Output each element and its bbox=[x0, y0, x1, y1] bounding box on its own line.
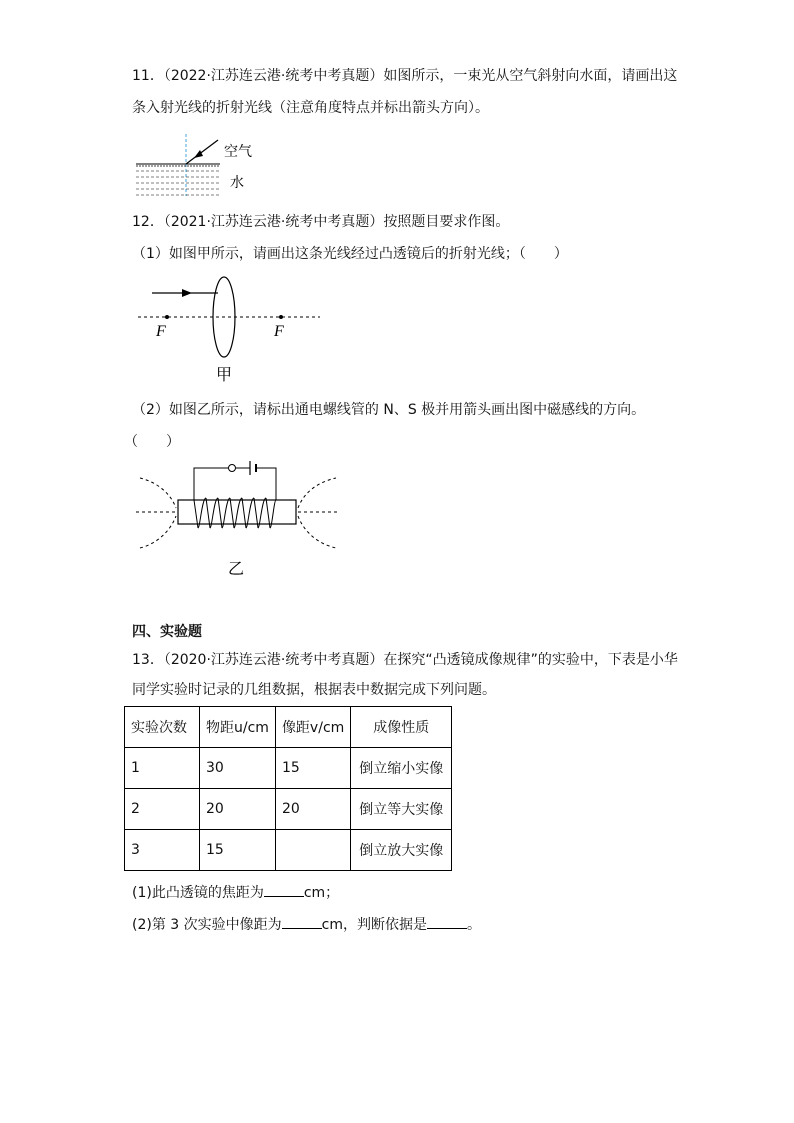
field-line-top-right bbox=[298, 478, 336, 508]
table-cell: 20 bbox=[200, 789, 276, 830]
q13-text-line1: 13．（2020·江苏连云港·统考中考真题）在探究“凸透镜成像规律”的实验中，下表是小华 bbox=[132, 652, 678, 668]
field-line-top-left bbox=[140, 478, 176, 508]
field-line-bottom-right bbox=[298, 516, 336, 548]
q13-data-table bbox=[124, 706, 452, 871]
focus-label-left: F bbox=[156, 323, 166, 340]
field-line-bottom-left bbox=[140, 516, 176, 548]
water-label: 水 bbox=[230, 175, 244, 191]
table-header: 像距v/cm bbox=[275, 707, 350, 748]
table-cell: 倒立缩小实像 bbox=[351, 748, 452, 789]
table-header: 实验次数 bbox=[125, 707, 200, 748]
q13-sub1 bbox=[132, 882, 339, 903]
table-cell: 倒立等大实像 bbox=[351, 789, 452, 830]
answer-blank-reason[interactable] bbox=[427, 914, 467, 929]
table-cell: 15 bbox=[275, 748, 350, 789]
table-header: 物距u/cm bbox=[200, 707, 276, 748]
q13-sub2-mid: cm，判断依据是 bbox=[321, 917, 427, 933]
table-row bbox=[125, 789, 452, 830]
figure-caption-yi: 乙 bbox=[228, 559, 245, 578]
figure-caption-jia: 甲 bbox=[216, 365, 233, 384]
circuit-wire bbox=[194, 468, 228, 500]
q13-text-line2: 同学实验时记录的几组数据，根据表中数据完成下列问题。 bbox=[132, 682, 496, 698]
ray-arrow-icon bbox=[182, 289, 192, 297]
table-cell: 1 bbox=[125, 748, 200, 789]
focus-label-right: F bbox=[274, 323, 284, 340]
table-cell: 15 bbox=[200, 830, 276, 871]
q12-lens-figure bbox=[130, 274, 330, 384]
focus-point-right bbox=[279, 315, 283, 319]
q13-sub1-after: cm； bbox=[303, 885, 340, 901]
air-label: 空气 bbox=[224, 144, 252, 160]
table-cell: 20 bbox=[275, 789, 350, 830]
switch-icon bbox=[229, 465, 236, 472]
q13-sub1-before: (1)此凸透镜的焦距为 bbox=[132, 885, 264, 901]
table-cell: 2 bbox=[125, 789, 200, 830]
q11-text-line2: 条入射光线的折射光线（注意角度特点并标出箭头方向）。 bbox=[132, 100, 489, 116]
table-cell: 倒立放大实像 bbox=[351, 830, 452, 871]
table-header: 成像性质 bbox=[351, 707, 452, 748]
q12-solenoid-figure bbox=[136, 458, 346, 578]
q12-part1: （1）如图甲所示，请画出这条光线经过凸透镜后的折射光线；（ ） bbox=[132, 246, 568, 262]
table-cell: 30 bbox=[200, 748, 276, 789]
section-title: 四、实验题 bbox=[132, 624, 202, 640]
q11-refraction-figure bbox=[130, 134, 270, 204]
focus-point-left bbox=[165, 315, 169, 319]
q13-sub2-after: 。 bbox=[466, 917, 481, 933]
answer-blank-focal-length[interactable] bbox=[264, 882, 304, 897]
q13-sub2 bbox=[132, 914, 481, 935]
q13-sub2-before: (2)第 3 次实验中像距为 bbox=[132, 917, 282, 933]
table-header-row bbox=[125, 707, 452, 748]
table-cell: 3 bbox=[125, 830, 200, 871]
table-row bbox=[125, 748, 452, 789]
incident-ray-arrow-icon bbox=[194, 150, 203, 158]
q12-part2: （2）如图乙所示，请标出通电螺线管的 N、S 极并用箭头画出图中磁感线的方向。 bbox=[132, 402, 646, 418]
table-row bbox=[125, 830, 452, 871]
table-cell bbox=[275, 830, 350, 871]
q12-part2-answer-paren: （ ） bbox=[124, 434, 180, 450]
answer-blank-image-distance[interactable] bbox=[282, 914, 322, 929]
q12-stem: 12．（2021·江苏连云港·统考中考真题）按照题目要求作图。 bbox=[132, 214, 510, 230]
q11-text-line1: 11．（2022·江苏连云港·统考中考真题）如图所示，一束光从空气斜射向水面，请画出这 bbox=[132, 68, 678, 84]
incident-ray bbox=[186, 140, 218, 164]
